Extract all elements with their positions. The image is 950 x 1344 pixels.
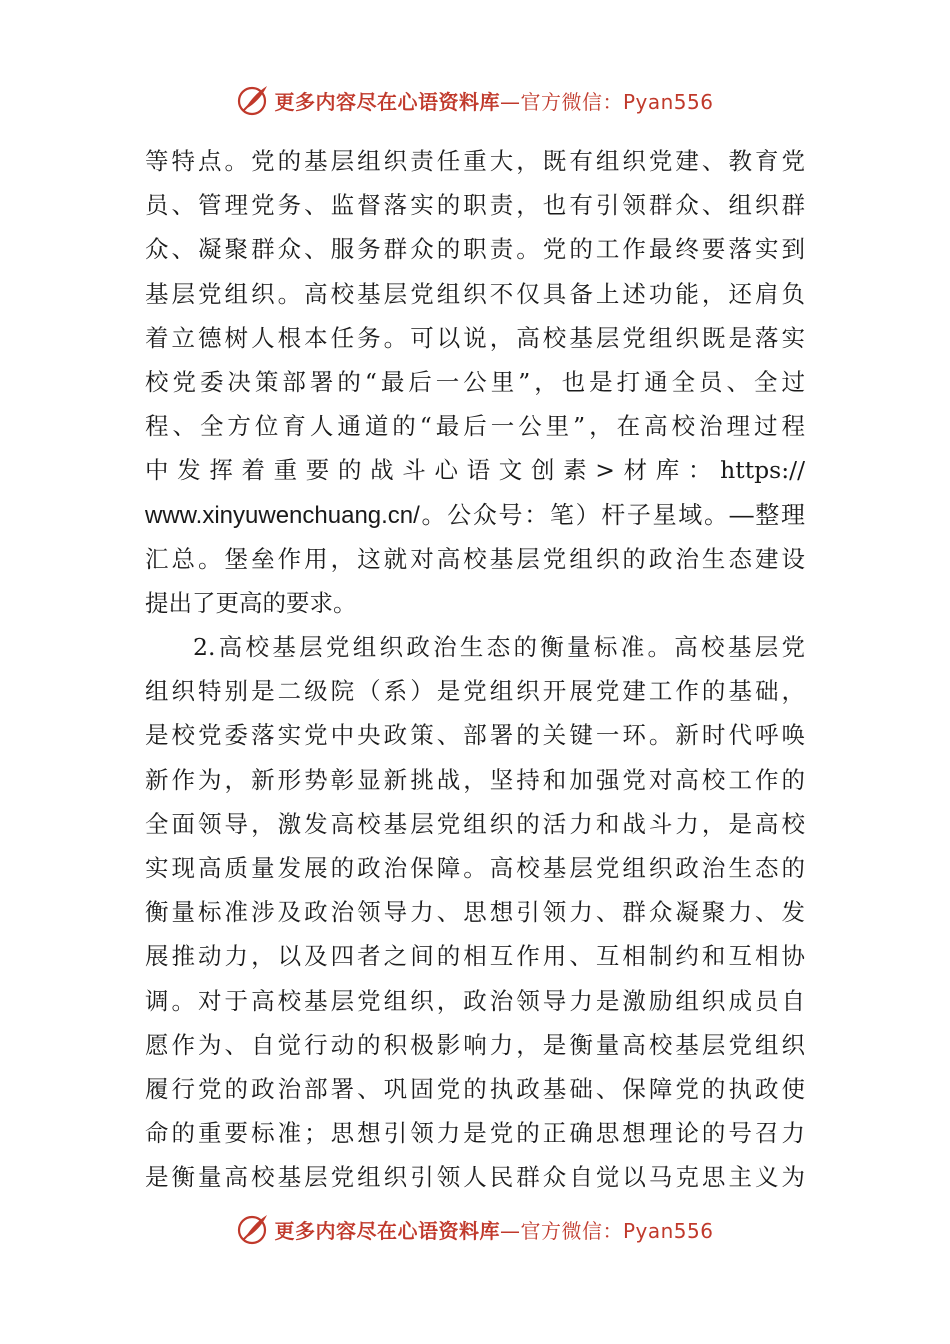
text-line: 愿作为、自觉行动的积极影响力，是衡量高校基层党组织 bbox=[145, 1030, 805, 1059]
header-banner bbox=[0, 80, 950, 120]
url-text: www.xinyuwenchuang.cn/。公众号：笔）杆子星域。—整理 bbox=[145, 501, 805, 529]
header-brand-text: 更多内容尽在心语资料库 bbox=[274, 89, 500, 114]
text-line: 实现高质量发展的政治保障。高校基层党组织政治生态的 bbox=[145, 854, 805, 882]
text-line: 展推动力，以及四者之间的相互作用、互相制约和互相协 bbox=[145, 942, 805, 971]
text-line: 汇总。堡垒作用，这就对高校基层党组织的政治生态建设 bbox=[145, 544, 805, 573]
text-line: 基层党组织。高校基层党组织不仅具备上述功能，还肩负 bbox=[145, 279, 805, 308]
text-line: 是校党委落实党中央政策、部署的关键一环。新时代呼唤 bbox=[145, 721, 805, 750]
text-line: 程、全方位育人通道的“最后一公里”，在高校治理过程 bbox=[145, 412, 805, 441]
text-line: 命的重要标准；思想引领力是党的正确思想理论的号召力 bbox=[145, 1119, 805, 1148]
footer-official-text: —官方微信：Pyan556 bbox=[499, 1218, 714, 1243]
text-line: 中发挥着重要的战斗心语文创素>材库：https:// bbox=[145, 456, 805, 485]
text-line: 衡量标准涉及政治领导力、思想引领力、群众凝聚力、发 bbox=[145, 898, 805, 927]
text-line: 员、管理党务、监督落实的职责，也有引领群众、组织群 bbox=[145, 191, 805, 220]
text-line: 全面领导，激发高校基层党组织的活力和战斗力，是高校 bbox=[145, 809, 805, 838]
text-line-url bbox=[145, 493, 805, 537]
quill-logo-icon bbox=[236, 1212, 270, 1246]
text-line: 等特点。党的基层组织责任重大，既有组织党建、教育党 bbox=[145, 147, 805, 175]
header-official-text: —官方微信：Pyan556 bbox=[499, 89, 714, 114]
text-line: 众、凝聚群众、服务群众的职责。党的工作最终要落实到 bbox=[145, 235, 805, 264]
text-line: 调。对于高校基层党组织，政治领导力是激励组织成员自 bbox=[145, 986, 805, 1015]
text-line: 是衡量高校基层党组织引领人民群众自觉以马克思主义为 bbox=[145, 1163, 805, 1192]
footer-banner bbox=[0, 1209, 950, 1249]
text-line: 组织特别是二级院（系）是党组织开展党建工作的基础， bbox=[145, 677, 805, 706]
text-line: 新作为，新形势彰显新挑战，坚持和加强党对高校工作的 bbox=[145, 765, 805, 794]
text-line: 着立德树人根本任务。可以说，高校基层党组织既是落实 bbox=[145, 323, 805, 352]
text-line: 校党委决策部署的“最后一公里”，也是打通全员、全过 bbox=[145, 367, 805, 396]
footer-brand-text: 更多内容尽在心语资料库 bbox=[274, 1218, 500, 1243]
text-line: 履行党的政治部署、巩固党的执政基础、保障党的执政使 bbox=[145, 1074, 805, 1103]
text-line: 提出了更高的要求。 bbox=[145, 588, 357, 617]
section-heading-line: 2.高校基层党组织政治生态的衡量标准。高校基层党 bbox=[193, 633, 805, 662]
quill-logo-icon bbox=[236, 83, 270, 117]
document-body bbox=[145, 139, 805, 1200]
